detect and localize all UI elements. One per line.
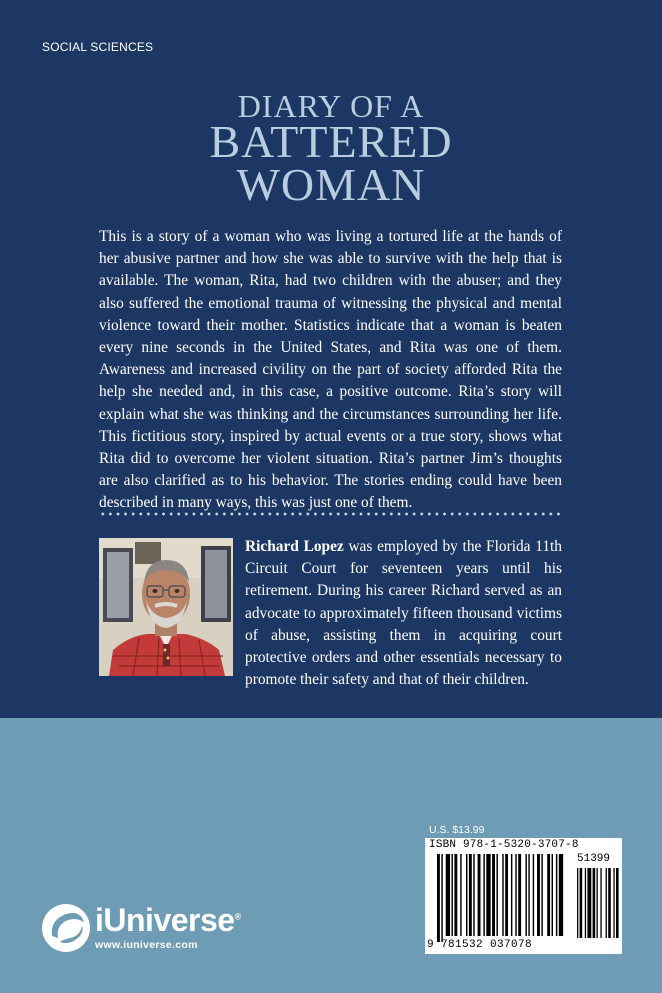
title-line-1: DIARY OF A <box>237 88 425 124</box>
isbn-text: ISBN 978-1-5320-3707-8 <box>429 839 579 851</box>
title-line-2: BATTERED <box>209 116 453 167</box>
isbn-barcode <box>425 838 622 954</box>
addon-code: 51399 <box>577 853 611 865</box>
category-label: SOCIAL SCIENCES <box>42 40 154 54</box>
dotted-divider <box>99 512 562 516</box>
author-bio <box>245 536 562 691</box>
title-line-3: WOMAN <box>236 159 426 210</box>
author-photo <box>99 538 233 676</box>
author-bio-text: was employed by the Florida 11th Circuit Court for seventeen years until his retirement. During his career Richard served as an advocate to approximately fifteen thousand victims of abuse, assisting them in acquiring court protective orders and other essentials necessary to promote their safety and that of their children. <box>245 538 562 689</box>
publisher-logo <box>40 898 270 958</box>
barcode-digits: 9 781532 037078 <box>427 939 533 951</box>
book-blurb: This is a story of a woman who was living a tortured life at the hands of her abusive partner and how she was able to survive with the help that is available. The woman, Rita, had two children with the abuser; and they also suffered the emotional trauma of witnessing the physical and mental violence toward their mother. Statistics indicate that a woman is beaten every nine seconds in the United States, and Rita was one of them. Awareness and increased civility on the part of society afforded Rita the help she needed and, in this case, a positive outcome. Rita’s story will explain what she was thinking and the circumstances surrounding her life. This fictitious story, inspired by actual events or a true story, shows what Rita did to overcome her violent situation. Rita’s partner Jim’s thoughts are also clarified as to his behavior. The stories ending could have been described in many ways, this was just one of them. <box>99 228 562 512</box>
iuniverse-swirl-icon <box>40 902 92 954</box>
author-name: Richard Lopez <box>245 538 344 555</box>
price-label: U.S. $13.99 <box>429 824 485 836</box>
publisher-name: iUniverse® <box>95 902 241 938</box>
registered-mark: ® <box>234 911 241 922</box>
publisher-url: www.iuniverse.com <box>95 939 198 951</box>
